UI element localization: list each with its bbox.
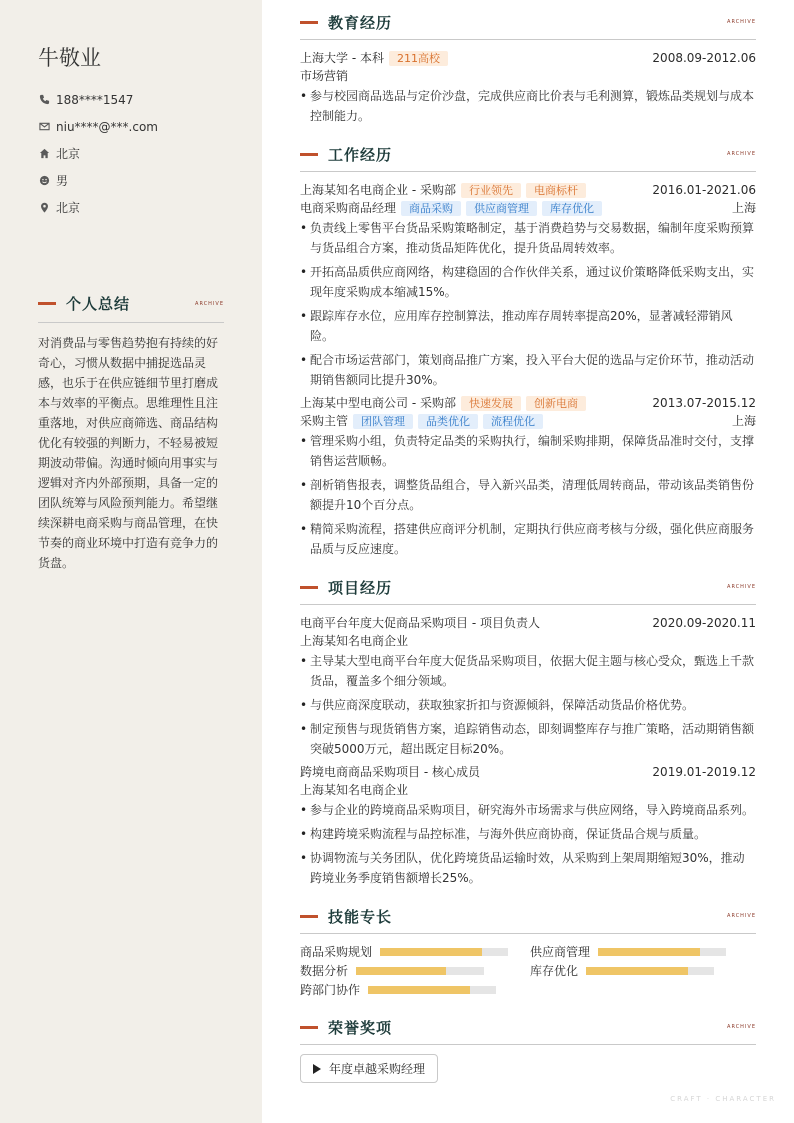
list-item: • 跟踪库存水位，应用库存控制算法，推动库存周转率提高20%，显著减轻滞销风险。 (300, 306, 756, 346)
work-company: 上海某中型电商公司 - 采购部 (300, 396, 456, 410)
contact-email (38, 113, 158, 140)
company-tag: 快速发展 (461, 396, 521, 411)
section-accent-bar (38, 302, 56, 305)
work-section (300, 144, 756, 559)
projects-title: 项目经历 (328, 578, 393, 597)
project-bullets (300, 800, 756, 888)
contact-phone-text: 188****1547 (56, 92, 134, 107)
summary-header (38, 293, 224, 314)
work-role: 采购主管 (300, 414, 349, 428)
list-item: • 主导某大型电商平台年度大促货品采购项目，依据大促主题与核心受众，甄选上千款货品，覆盖多个细分领域。 (300, 651, 756, 691)
work-bullets (300, 431, 756, 559)
skill-bar-fill (356, 967, 446, 975)
list-item: • 负责线上零售平台货品采购策略制定，基于消费趋势与交易数据，编制年度采购预算与货品组合方案，推动货品矩阵优化，提升货品周转效率。 (300, 218, 756, 258)
footer-watermark: CRAFT · CHARACTER (670, 1095, 776, 1103)
skill-item (300, 962, 530, 980)
work-period: 2016.01-2021.06 (652, 183, 756, 197)
company-tag: 行业领先 (461, 183, 521, 198)
awards-title: 荣誉奖项 (328, 1018, 393, 1037)
project-bullets (300, 651, 756, 759)
project-period: 2019.01-2019.12 (652, 765, 756, 779)
skill-item (530, 962, 756, 980)
work-role: 电商采购商品经理 (300, 201, 397, 215)
skill-bar-fill (368, 986, 470, 994)
skills-tag: ARCHIVE (727, 913, 756, 919)
section-accent-bar (300, 586, 318, 589)
education-bullets (300, 86, 756, 126)
education-period: 2008.09-2012.06 (652, 51, 756, 65)
list-item: • 协调物流与关务团队，优化跨境货品运输时效，从采购到上架周期缩短30%，推动跨境业务季度销售额增长25%。 (300, 848, 756, 888)
list-item: • 构建跨境采购流程与品控标准，与海外供应商协商，保证货品合规与质量。 (300, 824, 756, 844)
section-accent-bar (300, 153, 318, 156)
play-triangle-icon (313, 1064, 321, 1074)
skill-bar (586, 967, 714, 975)
skill-name: 商品采购规划 (300, 945, 373, 959)
company-tag: 创新电商 (526, 396, 586, 411)
project-name: 跨境电商商品采购项目 - 核心成员 (300, 765, 480, 779)
skill-bar (356, 967, 484, 975)
sidebar (0, 0, 262, 1123)
work-entry (300, 394, 756, 559)
list-item: • 配合市场运营部门，策划商品推广方案，投入平台大促的选品与定价环节，推动活动期销售额同比提升30%。 (300, 350, 756, 390)
project-entry (300, 763, 756, 888)
location-pin-icon (38, 202, 50, 214)
summary-section (38, 293, 224, 573)
work-bullets (300, 218, 756, 390)
phone-icon (38, 94, 50, 106)
skill-item (300, 943, 530, 961)
section-accent-bar (300, 915, 318, 918)
list-item: • 与供应商深度联动，获取独家折扣与资源倾斜，保障活动货品价格优势。 (300, 695, 756, 715)
skill-name: 数据分析 (300, 964, 349, 978)
role-tag: 品类优化 (418, 414, 478, 429)
skills-title: 技能专长 (328, 907, 393, 926)
main-content (300, 12, 756, 1101)
awards-header (300, 1017, 756, 1037)
education-title: 教育经历 (328, 13, 393, 32)
section-divider (300, 171, 756, 172)
award-name: 年度卓越采购经理 (329, 1062, 426, 1076)
contact-gender-text: 男 (56, 174, 69, 188)
education-header (300, 12, 756, 32)
skill-bar (598, 948, 726, 956)
work-header (300, 144, 756, 164)
awards-section (300, 1017, 756, 1083)
awards-tag: ARCHIVE (727, 1024, 756, 1030)
section-divider (300, 1044, 756, 1045)
role-tag: 团队管理 (353, 414, 413, 429)
list-item: • 制定预售与现货销售方案，追踪销售动态，即刻调整库存与推广策略，活动期销售额突破5000万元，超出既定目标20%。 (300, 719, 756, 759)
role-tag: 商品采购 (401, 201, 461, 216)
education-major: 市场营销 (300, 69, 349, 83)
contact-location-text: 北京 (56, 201, 81, 215)
contact-list (38, 86, 158, 221)
project-org: 上海某知名电商企业 (300, 783, 409, 797)
skill-name: 跨部门协作 (300, 983, 361, 997)
gender-icon (38, 175, 50, 187)
education-section (300, 12, 756, 126)
projects-header (300, 577, 756, 597)
home-icon (38, 148, 50, 160)
list-item: • 参与校园商品选品与定价沙盘，完成供应商比价表与毛利测算，锻炼品类规划与成本控制能力。 (300, 86, 756, 126)
work-city: 上海 (731, 201, 756, 215)
role-tag: 供应商管理 (466, 201, 537, 216)
award-item (300, 1054, 438, 1083)
projects-tag: ARCHIVE (727, 584, 756, 590)
skills-grid (300, 943, 756, 999)
contact-gender (38, 167, 158, 194)
skills-section (300, 906, 756, 999)
contact-location (38, 194, 158, 221)
work-title: 工作经历 (328, 145, 393, 164)
section-divider (300, 933, 756, 934)
education-school: 上海大学 - 本科 (300, 51, 384, 65)
list-item: • 开拓高品质供应商网络，构建稳固的合作伙伴关系，通过议价策略降低采购支出，实现年度采购成本缩减15%。 (300, 262, 756, 302)
skill-bar-fill (380, 948, 482, 956)
skills-header (300, 906, 756, 926)
work-city: 上海 (731, 414, 756, 428)
section-divider (300, 39, 756, 40)
candidate-name: 牛敬业 (38, 46, 101, 70)
section-accent-bar (300, 21, 318, 24)
summary-title: 个人总结 (66, 295, 131, 313)
work-company: 上海某知名电商企业 - 采购部 (300, 183, 456, 197)
section-divider (300, 604, 756, 605)
skill-bar (368, 986, 496, 994)
mail-icon (38, 121, 50, 133)
contact-home-text: 北京 (56, 147, 81, 161)
project-name: 电商平台年度大促商品采购项目 - 项目负责人 (300, 616, 540, 630)
role-tag: 流程优化 (483, 414, 543, 429)
skill-item (530, 943, 756, 961)
project-entry (300, 614, 756, 759)
contact-home (38, 140, 158, 167)
company-tag: 电商标杆 (526, 183, 586, 198)
education-tag: ARCHIVE (727, 19, 756, 25)
project-period: 2020.09-2020.11 (652, 616, 756, 630)
work-tag: ARCHIVE (727, 151, 756, 157)
list-item: • 剖析销售报表，调整货品组合，导入新兴品类，清理低周转商品，带动该品类销售份额提升10个百分点。 (300, 475, 756, 515)
role-tag: 库存优化 (542, 201, 602, 216)
contact-phone (38, 86, 158, 113)
projects-section (300, 577, 756, 888)
work-entry (300, 181, 756, 390)
education-badge: 211高校 (389, 51, 448, 66)
list-item: • 管理采购小组，负责特定品类的采购执行，编制采购排期，保障货品准时交付，支撑销售运营顺畅。 (300, 431, 756, 471)
work-period: 2013.07-2015.12 (652, 396, 756, 410)
section-accent-bar (300, 1026, 318, 1029)
list-item: • 参与企业的跨境商品采购项目，研究海外市场需求与供应网络，导入跨境商品系列。 (300, 800, 756, 820)
skill-bar-fill (586, 967, 688, 975)
project-org: 上海某知名电商企业 (300, 634, 409, 648)
list-item: • 精简采购流程，搭建供应商评分机制，定期执行供应商考核与分级，强化供应商服务品质与反应速度。 (300, 519, 756, 559)
summary-tag: ARCHIVE (195, 300, 224, 307)
skill-bar (380, 948, 508, 956)
skill-bar-fill (598, 948, 700, 956)
section-divider (38, 322, 224, 323)
education-row (300, 49, 756, 67)
summary-text: 对消费品与零售趋势抱有持续的好奇心，习惯从数据中捕捉选品灵感，也乐于在供应链细节里打磨成本与效率的平衡点。思维理性且注重落地，对供应商筛选、商品结构优化有较强的判断力，不轻易被短期波动带偏。沟通时倾向用事实与逻辑对齐内外部预期，具备一定的团队统筹与风险预判能力。希望继续深耕电商采购与商品管理，在快节奏的商业环境中打造有竞争力的货盘。 (38, 336, 219, 570)
skill-item (300, 981, 530, 999)
skill-name: 库存优化 (530, 964, 579, 978)
contact-email-text: niu****@***.com (56, 119, 158, 134)
skill-name: 供应商管理 (530, 945, 591, 959)
